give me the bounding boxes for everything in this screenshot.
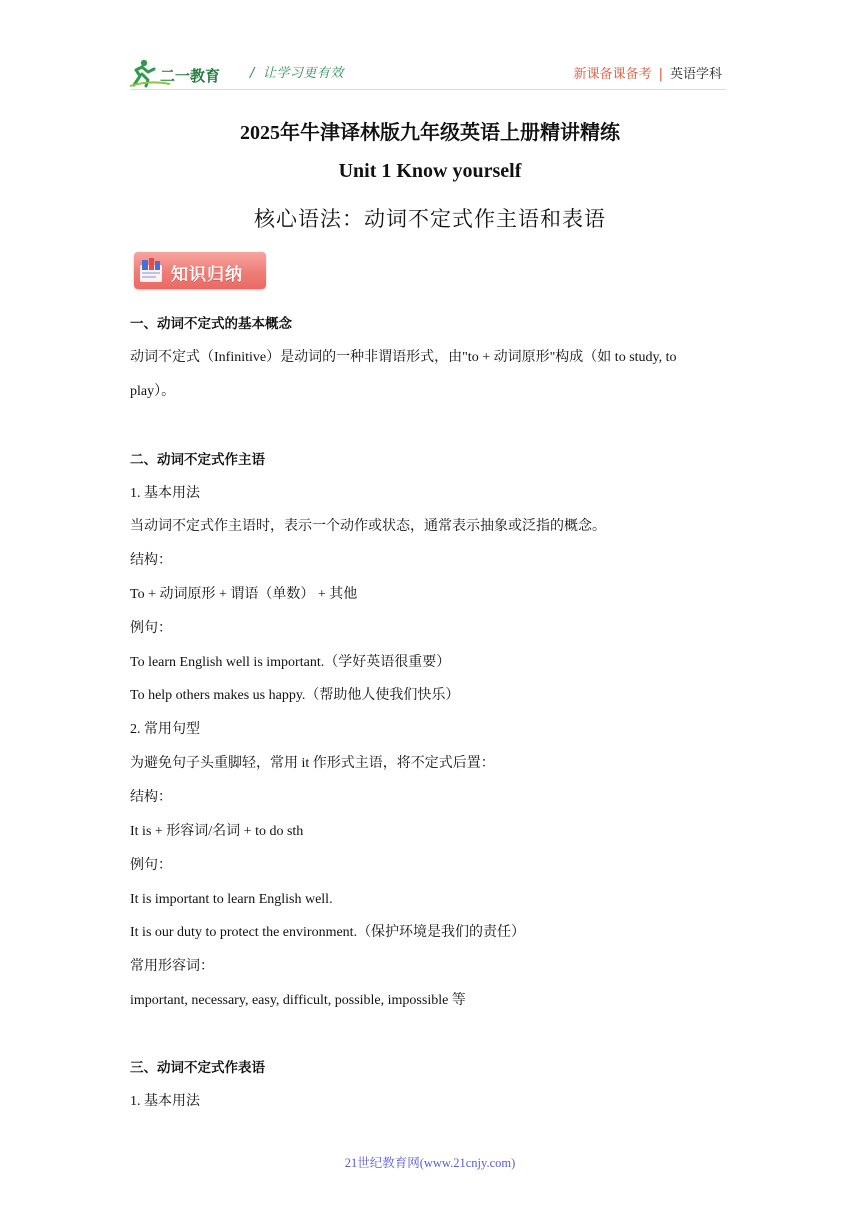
header-tag-subject[interactable]: 英语学科 [669,67,722,82]
paragraph-line: 动词不定式（Infinitive）是动词的一种非谓语形式，由"to + 动词原形"构成（如 to study, to [130,350,677,365]
paragraph-line: play）。 [130,384,176,399]
example-label: 例句： [130,858,172,873]
section-heading-3: 三、动词不定式作表语 [130,1060,265,1076]
example-label: 例句： [130,621,172,636]
subheading: 1. 基本用法 [130,1094,200,1109]
page-header [130,54,726,90]
structure-label: 结构： [130,790,172,805]
example-sentence: To learn English well is important.（学好英语很重要） [130,655,451,670]
header-divider [130,89,726,90]
adjective-label: 常用形容词： [130,959,214,974]
slogan: / 让学习更有效 [250,66,344,81]
logo-text: 二一教育 [160,67,221,85]
slogan-text: 让学习更有效 [262,66,344,81]
structure-formula: To + 动词原形 + 谓语（单数） + 其他 [130,587,358,602]
doc-title: 2025年牛津译林版九年级英语上册精讲精练 [240,122,620,144]
subheading: 2. 常用句型 [130,722,200,737]
header-separator: | [658,67,663,82]
section-heading-2: 二、动词不定式作主语 [130,452,265,468]
running-person-icon [130,58,238,88]
book-icon [139,257,163,284]
knowledge-badge [134,252,266,289]
example-sentence: It is important to learn English well. [130,892,333,907]
paragraph-line: 为避免句子头重脚轻，常用 it 作形式主语，将不定式后置： [130,756,495,771]
header-tags [574,63,722,82]
adjective-list: important, necessary, easy, difficult, possible, impossible 等 [130,993,466,1008]
section-heading-1: 一、动词不定式的基本概念 [130,316,292,332]
badge-label: 知识归纳 [171,265,243,285]
subheading: 1. 基本用法 [130,486,200,501]
structure-label: 结构： [130,553,172,568]
header-tag-prep[interactable]: 新课备课备考 [573,67,652,82]
example-sentence: It is our duty to protect the environment.（保护环境是我们的责任） [130,925,526,940]
unit-title: Unit 1 Know yourself [338,160,522,182]
grammar-title: 核心语法：动词不定式作主语和表语 [254,207,606,231]
site-logo[interactable] [130,58,238,88]
page-footer[interactable]: 21世纪教育网(www.21cnjy.com) [344,1156,516,1170]
paragraph-line: 当动词不定式作主语时，表示一个动作或状态，通常表示抽象或泛指的概念。 [130,519,606,534]
example-sentence: To help others makes us happy.（帮助他人使我们快乐） [130,688,460,703]
structure-formula: It is + 形容词/名词 + to do sth [130,824,304,839]
